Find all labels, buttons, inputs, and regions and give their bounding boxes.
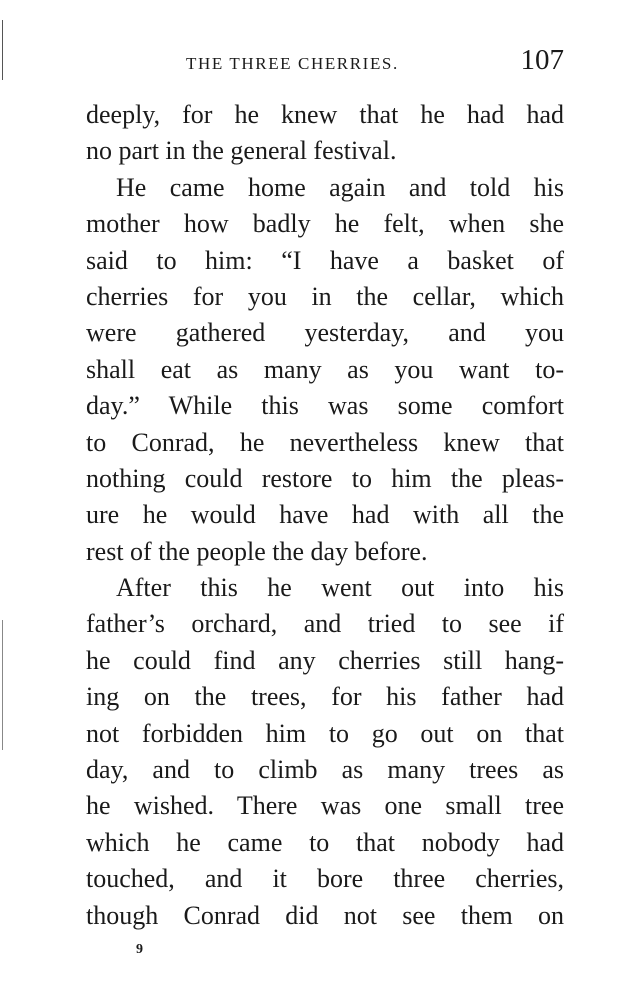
text-line: no part in the general festival. (86, 136, 397, 166)
text-line: to Conrad, he nevertheless knew that (86, 427, 564, 457)
text-line: ure he would have had with all the (86, 500, 564, 530)
text-line: shall eat as many as you want to- (86, 354, 564, 384)
page-edge-mark (2, 20, 3, 80)
body-text (86, 97, 564, 934)
text-line: nothing could restore to him the pleas- (86, 463, 564, 493)
text-line: which he came to that nobody had (86, 827, 564, 857)
text-line: He came home again and told his (116, 172, 564, 202)
text-line: day, and to climb as many trees as (86, 755, 564, 785)
text-line: father’s orchard, and tried to see if (86, 609, 564, 639)
signature-mark: 9 (136, 942, 143, 957)
running-title: THE THREE CHERRIES. (186, 54, 399, 73)
text-line: said to him: “I have a basket of (86, 245, 564, 275)
text-line: After this he went out into his (116, 573, 564, 603)
text-line: though Conrad did not see them on (86, 900, 564, 930)
page-edge-mark (2, 620, 3, 750)
text-line: day.” While this was some comfort (86, 391, 564, 421)
text-line: were gathered yesterday, and you (86, 318, 564, 348)
text-line: he wished. There was one small tree (86, 791, 564, 821)
text-line: he could find any cherries still hang- (86, 645, 564, 675)
text-line: rest of the people the day before. (86, 536, 428, 566)
text-line: not forbidden him to go out on that (86, 718, 564, 748)
text-line: touched, and it bore three cherries, (86, 864, 564, 894)
text-line: mother how badly he felt, when she (86, 209, 564, 239)
text-line: deeply, for he knew that he had had (86, 100, 564, 129)
text-line: cherries for you in the cellar, which (86, 281, 564, 311)
running-head (86, 44, 564, 84)
text-line: ing on the trees, for his father had (86, 682, 564, 712)
page-number: 107 (520, 44, 564, 76)
